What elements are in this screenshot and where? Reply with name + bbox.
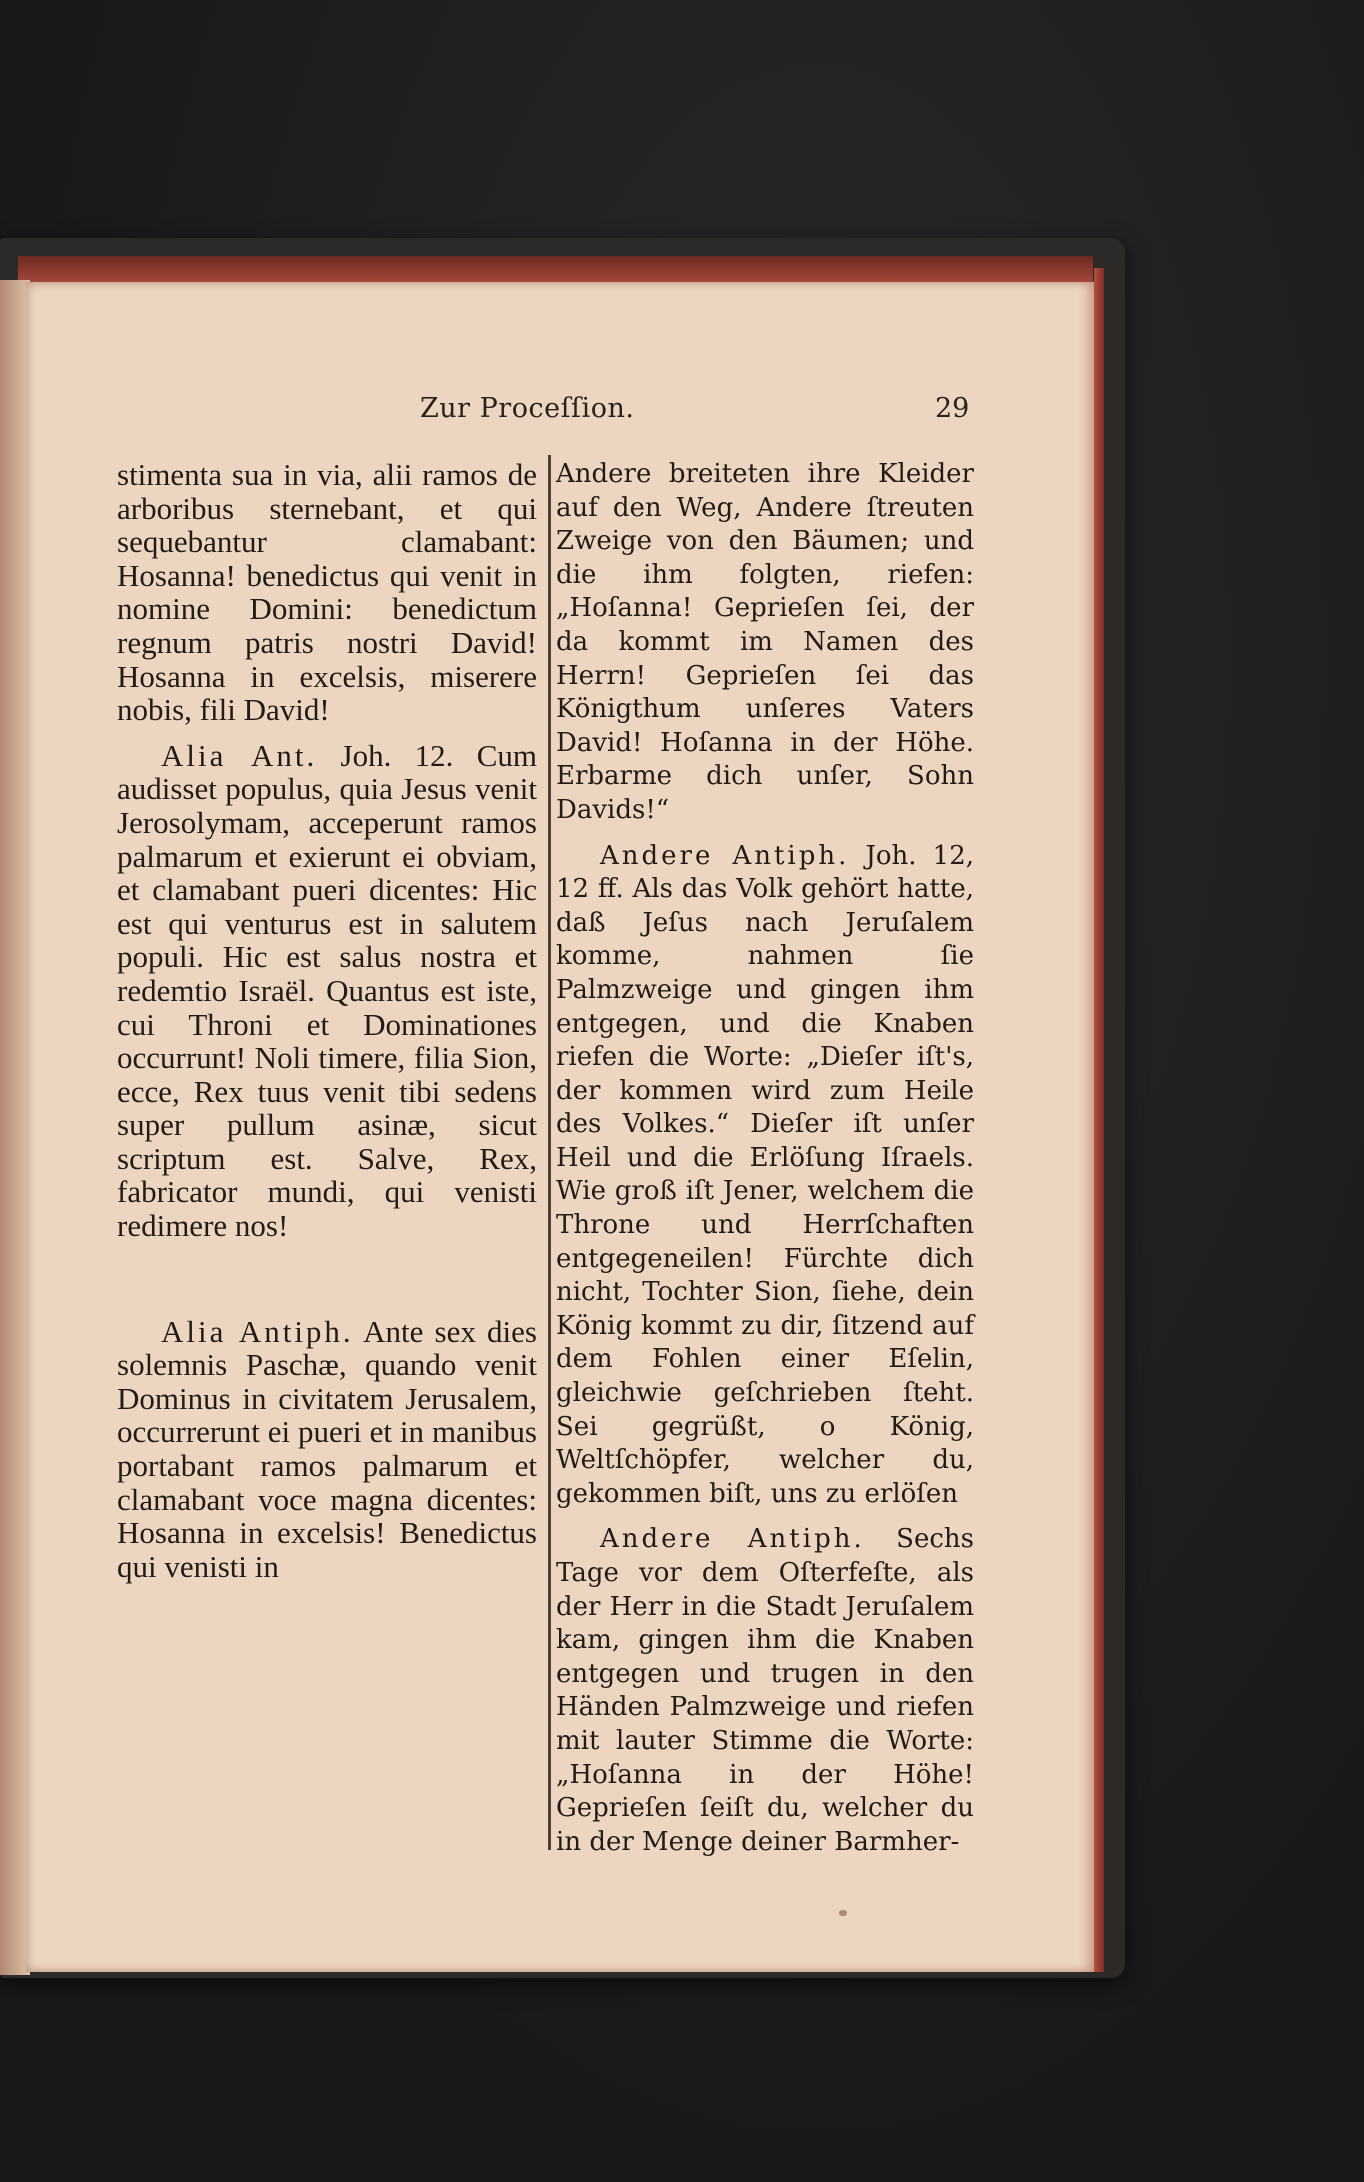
german-paragraph: [556, 1523, 974, 1859]
antiphon-label: Alia Ant.: [161, 737, 318, 773]
latin-text: Ante sex dies solemnis Paschæ, quando venit Dominus in civitatem Jerusalem, occurrerunt ei pueri et in manibus portabant ramos palmarum et clamabant voce magna dicentes: Hosanna in excelsis! Benedictus qui venisti in: [117, 1313, 537, 1584]
german-text: Andere breiteten ihre Kleider auf den Weg, Andere ſtreuten Zweige von den Bäumen; und die ihm folgten, riefen: „Hoſanna! Geprieſen ſei, der da kommt im Namen des Herrn! Geprieſen ſei das Königthum unſeres Vaters David! Hoſanna in der Höhe. Erbarme dich unſer, Sohn Davids!“: [556, 459, 974, 825]
page-top-edge: [18, 256, 1093, 282]
latin-paragraph: [117, 1315, 537, 1584]
red-page-edge: [1094, 268, 1104, 1972]
antiphon-label: Alia Antiph.: [161, 1313, 354, 1349]
page-number: 29: [935, 393, 970, 424]
latin-paragraph: [117, 458, 537, 727]
running-title: Zur Proceſſion.: [420, 393, 635, 424]
german-column: [556, 458, 974, 1859]
antiphon-label: Andere Antiph.: [600, 840, 850, 871]
german-paragraph: [556, 840, 974, 1512]
latin-paragraph: [117, 739, 537, 1243]
german-paragraph: [556, 458, 974, 828]
ink-speck: [839, 1910, 847, 1916]
german-text: Sechs Tage vor dem Oſterfeſte, als der Herr in die Stadt Jeruſalem kam, gingen ihm die Knaben entgegen und trugen in den Händen Palmzweige und riefen mit lauter Stimme die Worte: „Hoſanna in der Höhe! Geprieſen ſeiſt du, welcher du in der Menge deiner Barmher-: [556, 1524, 974, 1857]
page-header: [0, 393, 1364, 433]
german-text: Joh. 12, 12 ff. Als das Volk gehört hatte, daß Jeſus nach Jeruſalem komme, nahmen ſie Palmzweige und gingen ihm entgegen, und die Knaben riefen die Worte: „Dieſer iſt's, der kommen wird zum Heile des Volkes.“ Dieſer iſt unſer Heil und die Erlöſung Iſraels. Wie groß iſt Jener, welchem die Throne und Herrſchaften entgegeneilen! Fürchte dich nicht, Tochter Sion, ſiehe, dein König kommt zu dir, ſitzend auf dem Fohlen einer Eſelin, gleichwie geſchrieben ſteht. Sei gegrüßt, o König, Weltſchöpfer, welcher du, gekommen biſt, uns zu erlöſen: [556, 840, 975, 1509]
latin-text: stimenta sua in via, alii ramos de arboribus sternebant, et qui sequebantur clamabant: Hosanna! benedictus qui venit in nomine Domini: benedictum regnum patris nostri David! Hosanna in excelsis, miserere nobis, fili David!: [117, 457, 537, 728]
column-divider: [548, 455, 551, 1850]
latin-column: [117, 458, 537, 1583]
latin-text: Joh. 12. Cum audisset populus, quia Jesus venit Jerosolymam, acceperunt ramos palmarum et exierunt ei obviam, et clamabant pueri dicentes: Hic est qui venturus est in salutem populi. Hic est salus nostra et redemtio Israël. Quantus est iste, cui Throni et Dominationes occurrunt! Noli timere, filia Sion, ecce, Rex tuus venit tibi sedens super pullum asinæ, sicut scriptum est. Salve, Rex, fabricator mundi, qui venisti redimere nos!: [117, 737, 537, 1244]
antiphon-label: Andere Antiph.: [600, 1524, 865, 1555]
